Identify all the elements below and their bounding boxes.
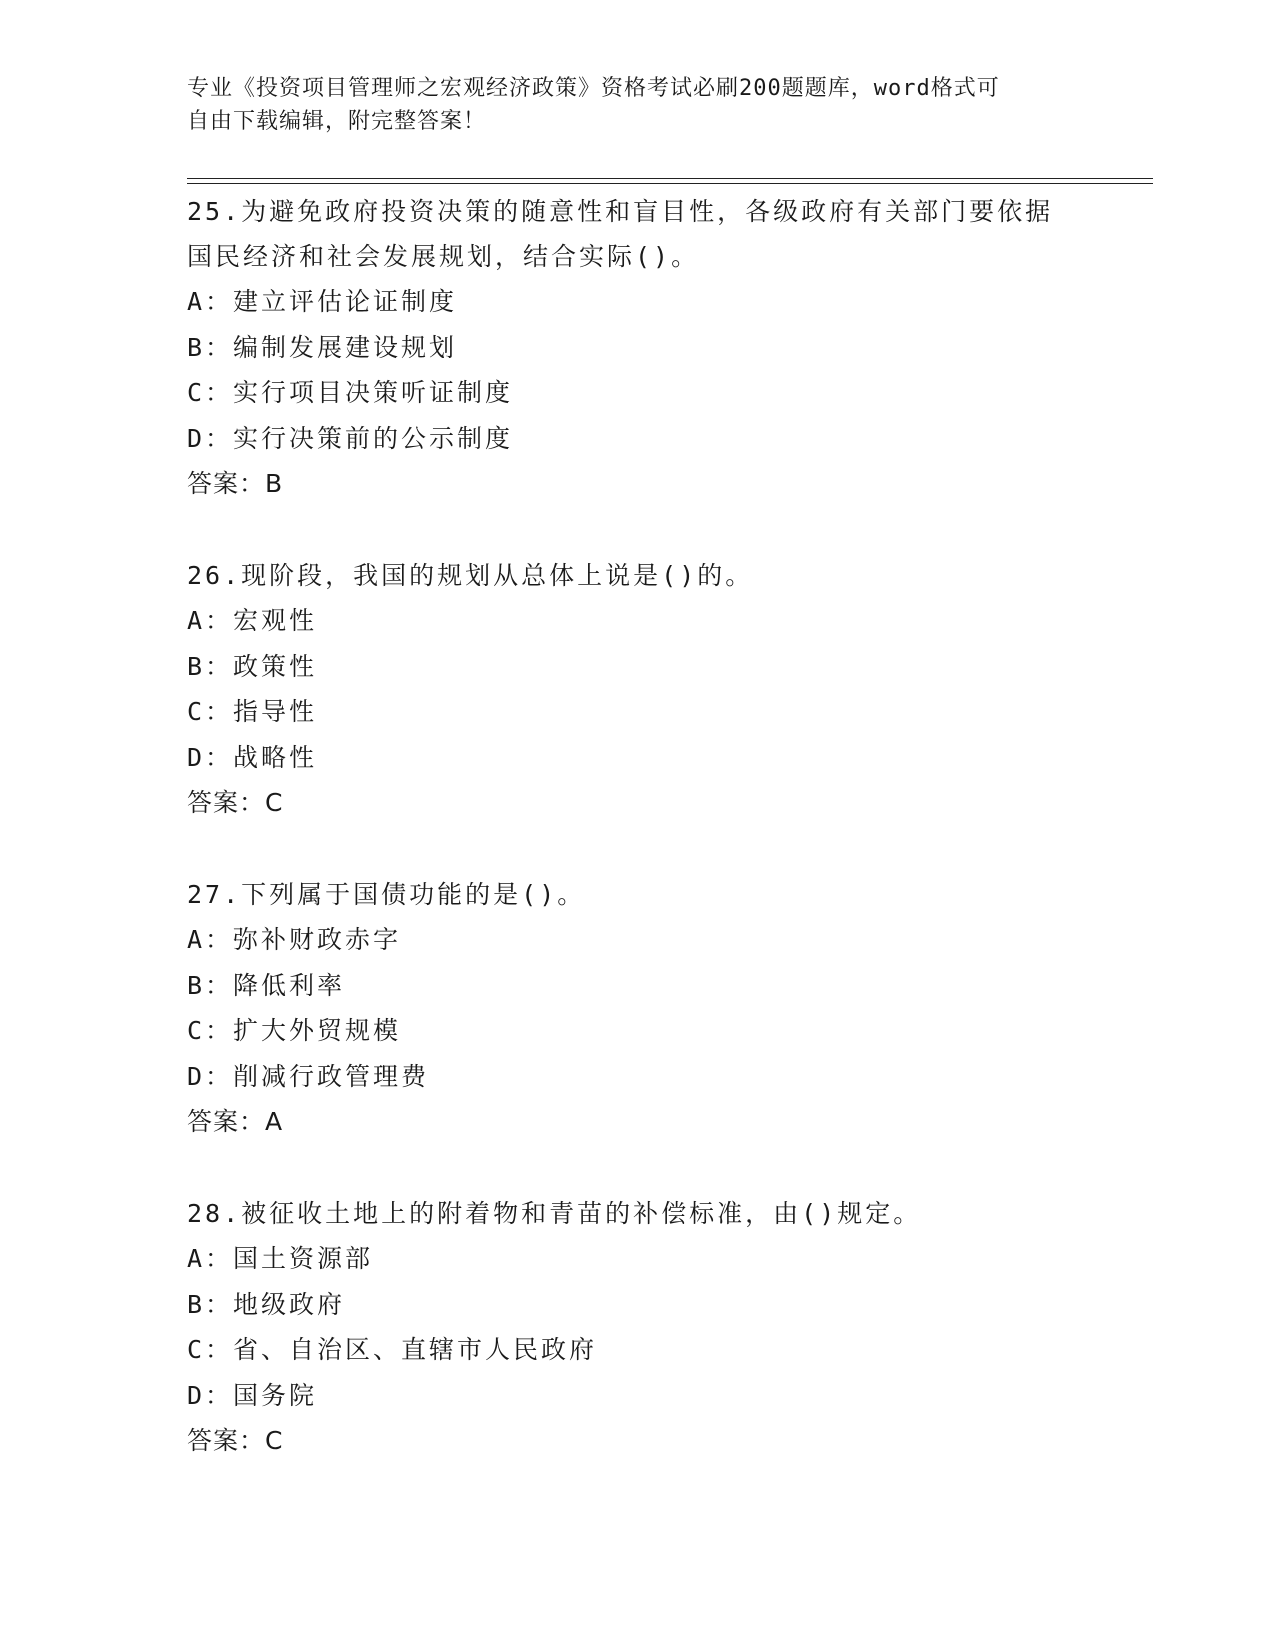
question-stem: 27.下列属于国债功能的是()。 [187, 880, 586, 909]
option-a: A：宏观性 [187, 606, 318, 635]
option-d: D：战略性 [187, 742, 318, 772]
header-divider-top [187, 178, 1153, 179]
question-26 [187, 553, 1087, 826]
header-line-2: 自由下载编辑，附完整答案！ [187, 109, 487, 134]
answer: 答案：C [187, 788, 284, 817]
question-stem: 25.为避免政府投资决策的随意性和盲目性，各级政府有关部门要依据 [187, 197, 1054, 226]
option-b: B：地级政府 [187, 1289, 346, 1319]
question-stem: 26.现阶段，我国的规划从总体上说是()的。 [187, 561, 754, 590]
answer: 答案：B [187, 469, 284, 498]
option-b: B：政策性 [187, 651, 318, 681]
question-27 [187, 872, 1087, 1145]
option-b: B：编制发展建设规划 [187, 332, 458, 362]
question-25 [187, 189, 1087, 507]
question-stem: 28.被征收土地上的附着物和青苗的补偿标准，由()规定。 [187, 1199, 922, 1228]
option-c: C：指导性 [187, 697, 318, 726]
document-header [187, 72, 1067, 138]
option-d: D：国务院 [187, 1380, 318, 1410]
option-a: A：建立评估论证制度 [187, 287, 458, 316]
option-c: C：省、自治区、直辖市人民政府 [187, 1335, 598, 1364]
answer: 答案：C [187, 1426, 284, 1455]
option-a: A：弥补财政赤字 [187, 925, 402, 954]
option-b: B：降低利率 [187, 970, 346, 1000]
option-c: C：实行项目决策听证制度 [187, 378, 514, 407]
question-stem-continued: 国民经济和社会发展规划，结合实际()。 [187, 242, 700, 271]
option-d: D：实行决策前的公示制度 [187, 423, 514, 453]
header-line-1: 专业《投资项目管理师之宏观经济政策》资格考试必刷200题题库，word格式可 [187, 76, 1000, 101]
option-a: A：国土资源部 [187, 1244, 374, 1273]
option-c: C：扩大外贸规模 [187, 1016, 402, 1045]
header-divider-bottom [187, 183, 1153, 184]
question-28 [187, 1191, 1087, 1464]
answer: 答案：A [187, 1107, 284, 1136]
option-d: D：削减行政管理费 [187, 1061, 430, 1091]
